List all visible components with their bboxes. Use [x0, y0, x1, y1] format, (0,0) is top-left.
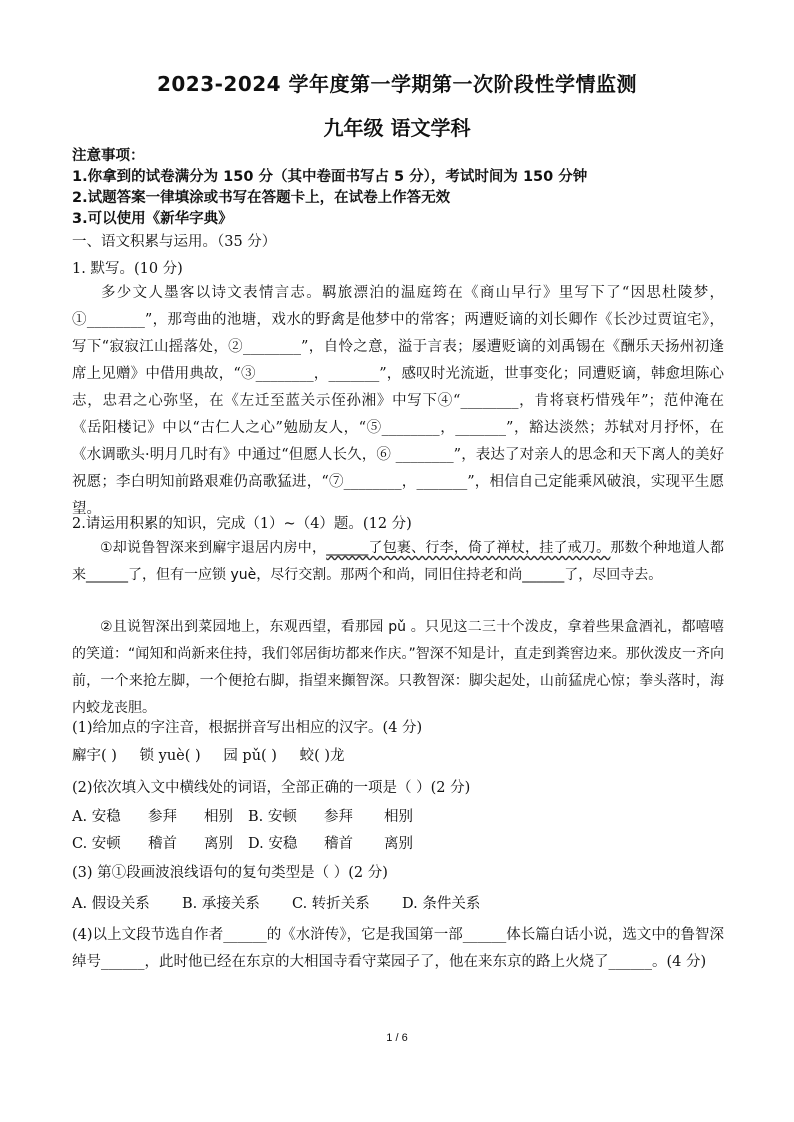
sub-question-3-options	[72, 894, 722, 914]
question-2-paragraph-1	[72, 535, 724, 589]
option-d-word-1: D. 安稳	[248, 836, 298, 852]
page-number: 1 / 6	[386, 1032, 408, 1044]
paragraph-1-end: 那数个种地道人都来______了，但有一应锁 yuè，尽行交割。那两个和尚，同旧住持老和尚______了，尽回寺去。	[72, 540, 725, 583]
wavy-underlined-sentence: ______了包裹、行李，倚了禅杖，挂了戒刀。	[326, 540, 611, 556]
option-b-word-1: B. 安顿	[248, 809, 297, 825]
pinyin-item-3: 园 pǔ( )	[223, 748, 277, 764]
exam-title: 2023-2024 学年度第一学期第一次阶段性学情监测	[156, 72, 638, 96]
option-b: B. 承接关系	[182, 896, 260, 912]
option-c: C. 转折关系	[292, 896, 370, 912]
exam-subtitle: 九年级 语文学科	[323, 116, 471, 140]
question-1-label: 1. 默写。(10 分)	[72, 261, 183, 277]
option-b-word-2: 参拜	[324, 809, 353, 825]
sub-question-1: (1)给加点的字注音，根据拼音写出相应的汉字。(4 分)	[72, 720, 423, 736]
option-c-word-1: C. 安顿	[72, 836, 121, 852]
question-2-label: 2.请运用积累的知识，完成（1）~（4）题。(12 分)	[72, 516, 412, 532]
option-d-word-2: 稽首	[324, 836, 353, 852]
section-heading: 一、语文积累与运用。（35 分）	[72, 234, 277, 250]
sub-question-1-items	[72, 746, 722, 766]
sub-question-2-options-row-2	[72, 834, 722, 854]
sub-question-2-options-row-1	[72, 807, 722, 827]
pinyin-item-1: 廨宇( )	[72, 748, 117, 764]
option-c-word-2: 稽首	[148, 836, 177, 852]
note-item-2: 2.试题答案一律填涂或书写在答题卡上，在试卷上作答无效	[72, 190, 451, 206]
notes-heading: 注意事项：	[72, 148, 145, 164]
note-item-3: 3.可以使用《新华字典》	[72, 211, 233, 227]
pinyin-item-4: 蛟( )龙	[299, 748, 345, 764]
option-a-word-2: 参拜	[148, 809, 177, 825]
option-d: D. 条件关系	[402, 896, 481, 912]
option-d-word-3: 离别	[384, 836, 413, 852]
sub-question-2: (2)依次填入文中横线处的词语，全部正确的一项是（ ）(2 分)	[72, 780, 471, 796]
note-item-1: 1.你拿到的试卷满分为 150 分（其中卷面书写占 5 分），考试时间为 150 分钟	[72, 169, 588, 185]
option-b-word-3: 相别	[384, 809, 413, 825]
option-a-word-3: 相别	[204, 809, 233, 825]
question-2-paragraph-2: ②且说智深出到菜园地上，东观西望，看那园 pǔ 。只见这二三十个泼皮，拿着些果盒酒礼，都嘻嘻的笑道：“闻知和尚新来住持，我们邻居街坊都来作庆。”智深不知是计，直走到粪窖边来。那伙泼皮一齐向前，一个来抢左脚，一个便抢右脚，指望来攧智深。只教智深：脚尖起处，山前猛虎心惊；拳头落时，海内蛟龙丧胆。	[72, 619, 724, 716]
option-a-word-1: A. 安稳	[72, 809, 121, 825]
sub-question-4: (4)以上文段节选自作者______的《水浒传》，它是我国第一部______体长篇白话小说，选文中的鲁智深绰号______，此时他已经在东京的大相国寺看守菜园子了，他在来东京的路上火烧了______。(4 分)	[72, 927, 724, 970]
question-1-passage: 多少文人墨客以诗文表情言志。羁旅漂泊的温庭筠在《商山早行》里写下了“因思杜陵梦，①________”，那弯曲的池塘，戏水的野禽是他梦中的常客；两遭贬谪的刘长卿作《长沙过贾谊宅》，写下“寂寂江山摇落处，②________”，自怜之意，溢于言表；屡遭贬谪的刘禹锡在《酬乐天扬州初逢席上见赠》中借用典故，“③________，_______”，感叹时光流逝，世事变化；同遭贬谪，韩愈坦陈心志，忠君之心弥坚，在《左迁至蓝关示侄孙湘》中写下④“________，肯将衰朽惜残年”；范仲淹在《岳阳楼记》中以“古仁人之心”勉励友人，“⑤________，_______”，豁达淡然；苏轼对月抒怀，在《水调歌头·明月几时有》中通过“但愿人长久，⑥ ________”，表达了对亲人的思念和天下离人的美好祝愿；李白明知前路艰难仍高歌猛进，“⑦________，_______”，相信自己定能乘风破浪，实现平生愿望。	[72, 285, 724, 517]
option-a: A. 假设关系	[72, 896, 150, 912]
sub-question-3: (3) 第①段画波浪线语句的复句类型是（ ）(2 分)	[72, 865, 388, 881]
pinyin-item-2: 锁 yuè( )	[139, 748, 201, 764]
paragraph-1-start: ①却说鲁智深来到廨宇退居内房中，	[100, 540, 327, 556]
option-c-word-3: 离别	[204, 836, 233, 852]
